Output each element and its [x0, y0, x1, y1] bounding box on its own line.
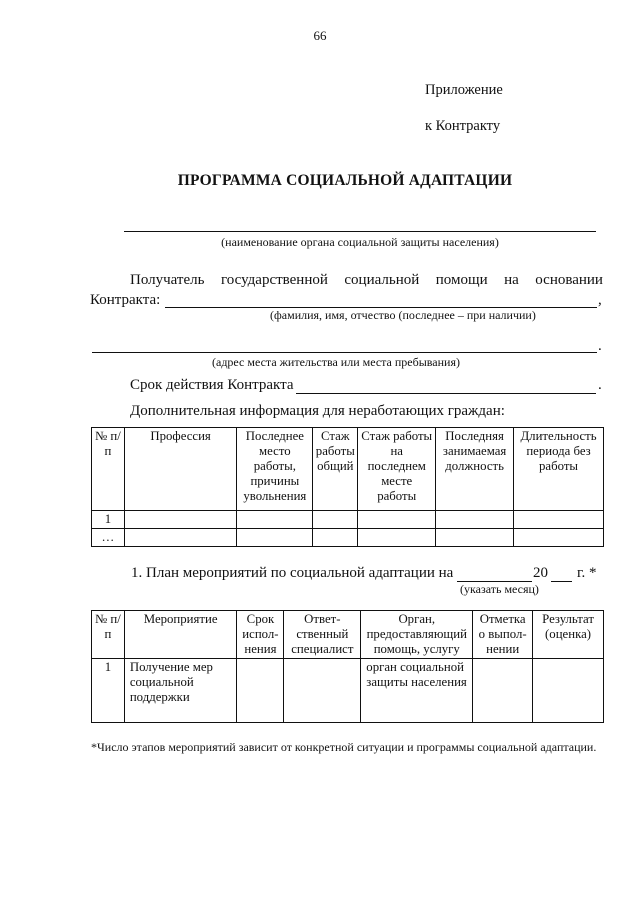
plan-year-line: [551, 581, 572, 582]
table-cell[interactable]: [358, 511, 436, 529]
column-header: Стаж работы на последнем месте работы: [358, 428, 436, 511]
column-header: Ответ-ственный специалист: [284, 611, 361, 659]
recipient-word: основании: [535, 272, 603, 288]
recipient-word: государственной: [220, 272, 328, 288]
column-header: Стаж работы общий: [313, 428, 358, 511]
table-cell[interactable]: [514, 511, 604, 529]
column-header: Мероприятие: [124, 611, 237, 659]
extra-info-heading: Дополнительная информация для неработающих граждан:: [130, 403, 505, 419]
table-cell[interactable]: [237, 529, 313, 547]
recipient-line-1: [130, 272, 603, 289]
recipient-word: помощи: [435, 272, 488, 288]
column-header: Профессия: [124, 428, 237, 511]
column-header: Отметка о выпол-нении: [473, 611, 533, 659]
contract-term-line: [296, 393, 596, 394]
table-cell[interactable]: [124, 511, 237, 529]
recipient-word: на: [504, 272, 519, 288]
table-cell[interactable]: [436, 511, 514, 529]
column-header: Результат (оценка): [533, 611, 604, 659]
unemployed-info-table: [91, 427, 604, 547]
table-cell[interactable]: …: [92, 529, 125, 547]
table-cell[interactable]: [436, 529, 514, 547]
table-cell[interactable]: [284, 659, 361, 723]
table-row: [92, 511, 604, 529]
organ-name-caption: (наименование органа социальной защиты населения): [221, 235, 499, 249]
column-header: № п/п: [92, 428, 125, 511]
table-cell[interactable]: [514, 529, 604, 547]
table-header-row: [92, 428, 604, 511]
table-cell[interactable]: [124, 529, 237, 547]
footnote: *Число этапов мероприятий зависит от конкретной ситуации и программы социальной адаптации.: [91, 740, 597, 754]
plan-year: 20: [533, 565, 548, 581]
page-number: 66: [313, 28, 327, 43]
table-cell[interactable]: [313, 511, 358, 529]
plan-heading: 1. План мероприятий по социальной адаптации на: [131, 565, 454, 581]
table-cell[interactable]: [533, 659, 604, 723]
table-cell[interactable]: 1: [92, 659, 125, 723]
table-cell[interactable]: [237, 659, 284, 723]
table-cell[interactable]: [237, 511, 313, 529]
table-row: [92, 659, 604, 723]
organ-name-line: [124, 231, 596, 232]
document-title: ПРОГРАММА СОЦИАЛЬНОЙ АДАПТАЦИИ: [177, 172, 513, 189]
table-cell[interactable]: [358, 529, 436, 547]
address-caption: (адрес места жительства или места пребывания): [212, 355, 460, 369]
table-cell[interactable]: [473, 659, 533, 723]
adaptation-plan-table: [91, 610, 604, 723]
appendix-line-1: Приложение: [425, 82, 503, 98]
table-row: [92, 529, 604, 547]
table-header-row: [92, 611, 604, 659]
column-header: Длительность периода без работы: [514, 428, 604, 511]
recipient-caption: (фамилия, имя, отчество (последнее – при наличии): [270, 308, 536, 322]
contract-term-label: Срок действия Контракта: [130, 377, 294, 393]
column-header: Срок испол-нения: [237, 611, 284, 659]
address-line: [92, 352, 597, 353]
appendix-line-2: к Контракту: [425, 118, 501, 134]
recipient-word: социальной: [344, 272, 420, 288]
address-period: .: [598, 338, 602, 354]
plan-suffix: г. *: [577, 565, 597, 581]
table-cell[interactable]: Получение мер социальной поддержки: [124, 659, 237, 723]
contract-term-period: .: [598, 377, 602, 393]
column-header: Последнее место работы, причины увольнения: [237, 428, 313, 511]
column-header: № п/п: [92, 611, 125, 659]
table-cell[interactable]: орган социальной защиты населения: [361, 659, 473, 723]
recipient-comma: ,: [598, 292, 602, 308]
plan-month-caption: (указать месяц): [460, 582, 539, 596]
table-cell[interactable]: [313, 529, 358, 547]
column-header: Орган, предоставляющий помощь, услугу: [361, 611, 473, 659]
recipient-word: Получатель: [130, 272, 205, 288]
contract-label: Контракта:: [90, 292, 161, 308]
column-header: Последняя занимаемая должность: [436, 428, 514, 511]
table-cell[interactable]: 1: [92, 511, 125, 529]
